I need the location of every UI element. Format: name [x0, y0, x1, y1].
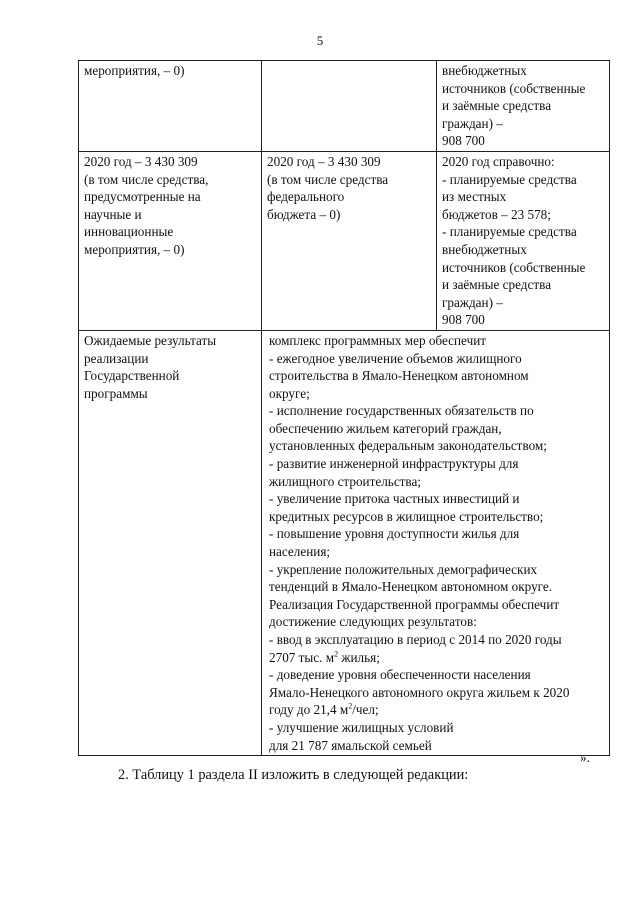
- results-line: достижение следующих результатов:: [269, 614, 477, 630]
- results-line: - ежегодное увеличение объемов жилищного: [269, 350, 522, 366]
- table-cell: 2020 год справочно: - планируемые средства из местных бюджетов – 23 578; - планируемые средства внебюджетных источников (собственные и заёмные средства граждан) – 908 700: [437, 151, 610, 330]
- results-line: округе;: [269, 385, 310, 401]
- results-line: - исполнение государственных обязательств по: [269, 403, 534, 419]
- results-line: - ввод в эксплуатацию в период с 2014 по 2020 годы: [269, 632, 562, 647]
- line-text: /чел;: [352, 702, 379, 718]
- results-line: - укрепление положительных демографических: [269, 561, 538, 577]
- results-line: комплекс программных мер обеспечит: [269, 332, 487, 348]
- amendment-paragraph: 2. Таблицу 1 раздела II изложить в следующей редакции:: [118, 767, 469, 783]
- results-line: - увеличение притока частных инвестиций и: [269, 491, 520, 507]
- results-line: строительства в Ямало-Ненецком автономном: [269, 368, 529, 384]
- page-number: 5: [316, 33, 324, 48]
- table-cell: [262, 61, 437, 152]
- results-line: населения;: [269, 544, 331, 560]
- closing-quote: ».: [580, 750, 590, 765]
- line-text: 2707 тыс. м: [269, 649, 335, 665]
- superscript: 2: [334, 649, 339, 659]
- table-row: [79, 151, 610, 330]
- results-line: - развитие инженерной инфраструктуры для: [269, 456, 519, 472]
- table-row: [79, 330, 610, 755]
- results-line: жилищного строительства;: [269, 473, 422, 489]
- results-line: - улучшение жилищных условий: [269, 719, 454, 735]
- results-line: - доведение уровня обеспеченности населения: [269, 667, 531, 683]
- results-line: тенденций в Ямало-Ненецком автономном округе.: [269, 579, 553, 595]
- results-line: установленных федеральным законодательством;: [269, 438, 547, 454]
- line-text: году до 21,4 м: [269, 702, 349, 718]
- table-cell: мероприятия, – 0): [79, 61, 262, 152]
- table-cell: 2020 год – 3 430 309 (в том числе средства, предусмотренные на научные и инновационные мероприятия, – 0): [79, 151, 262, 330]
- superscript: 2: [348, 701, 353, 711]
- table-cell: внебюджетных источников (собственные и заёмные средства граждан) – 908 700: [437, 61, 610, 152]
- results-line: - повышение уровня доступности жилья для: [269, 526, 520, 542]
- results-line: Реализация Государственной программы обеспечит: [269, 596, 560, 612]
- results-line: Ямало-Ненецкого автономного округа жильем к 2020: [269, 684, 570, 700]
- line-text: жилья;: [338, 649, 380, 665]
- expected-results-label: Ожидаемые результаты реализации Государственной программы: [79, 330, 262, 755]
- program-table: [78, 60, 610, 756]
- table-row: [79, 61, 610, 152]
- table-cell: 2020 год – 3 430 309 (в том числе средства федерального бюджета – 0): [262, 151, 437, 330]
- results-line-housing-m2: [269, 649, 605, 667]
- results-line: кредитных ресурсов в жилищное строительство;: [269, 508, 544, 524]
- expected-results-text: [262, 330, 610, 755]
- results-line: для 21 787 ямальской семьей: [269, 737, 432, 753]
- results-line: обеспечению жильем категорий граждан,: [269, 420, 502, 436]
- results-line-per-capita: [269, 701, 605, 719]
